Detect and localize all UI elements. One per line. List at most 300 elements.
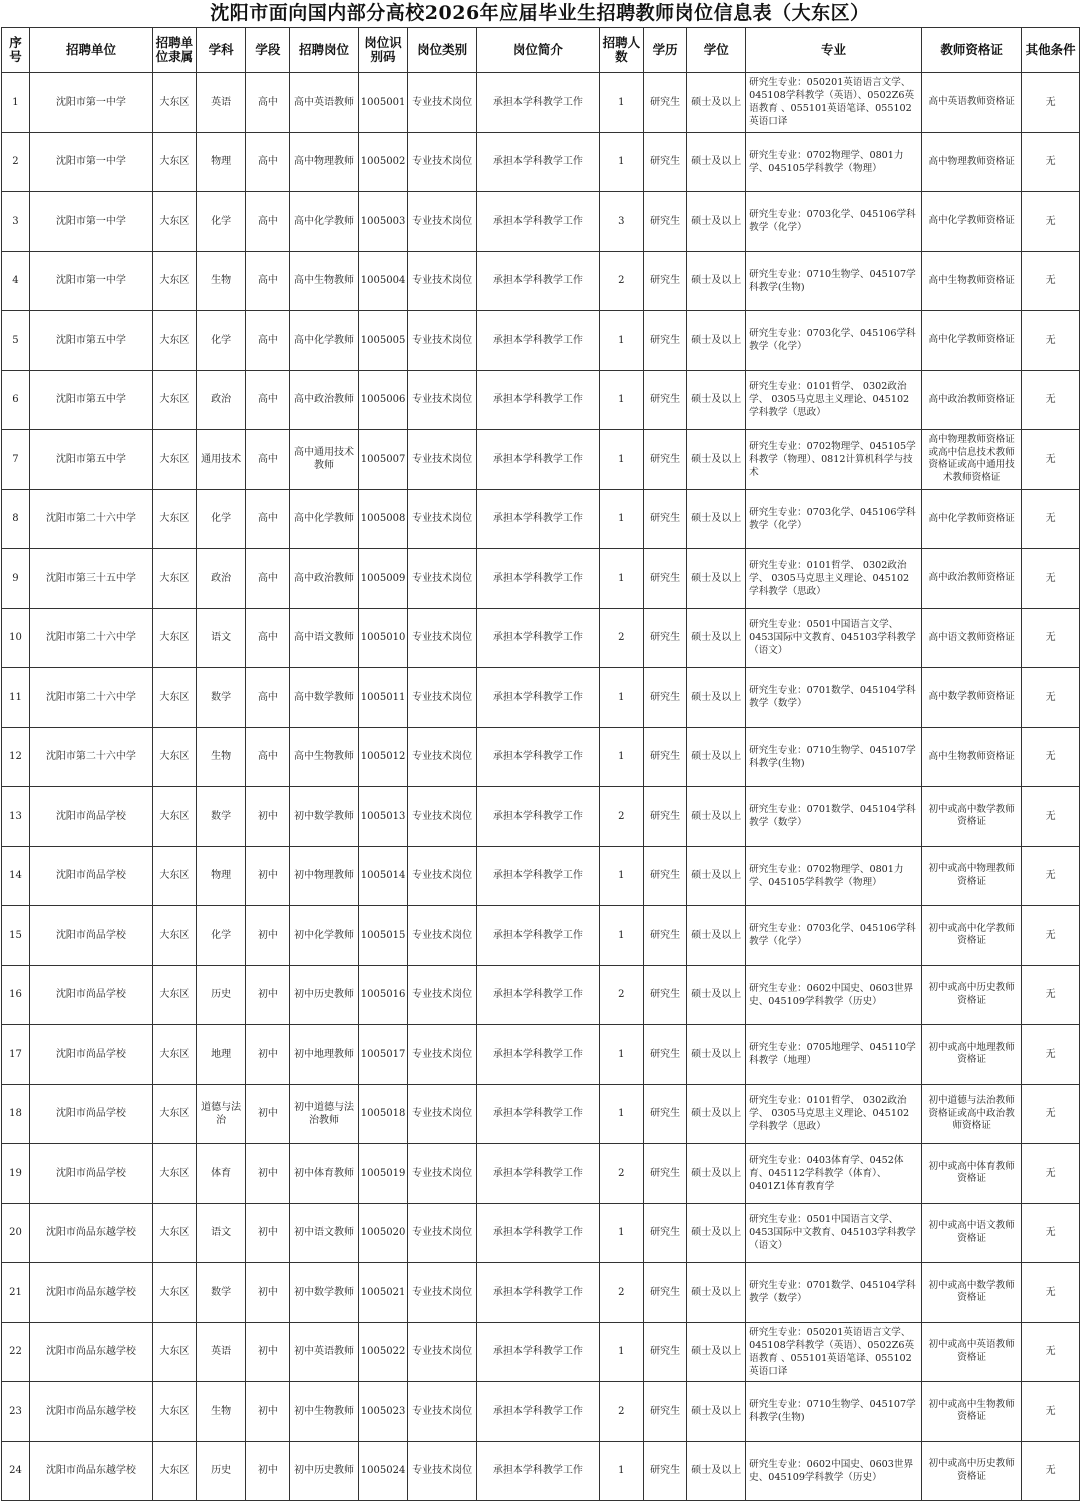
cell-post: 初中体育教师 [290, 1144, 359, 1204]
cell-edu: 研究生 [643, 608, 687, 668]
cell-cert: 初中或高中数学教师资格证 [921, 787, 1021, 847]
header-unit: 招聘单位 [29, 28, 152, 73]
cell-degree: 硕士及以上 [687, 251, 746, 311]
cell-stage: 高中 [246, 430, 290, 490]
cell-count: 1 [599, 311, 643, 371]
cell-code: 1005007 [358, 430, 408, 490]
table-body [2, 73, 1080, 1501]
header-category: 岗位类别 [408, 28, 477, 73]
table-row [2, 1084, 1080, 1144]
cell-stage: 初中 [246, 787, 290, 847]
cell-count: 1 [599, 1441, 643, 1501]
cell-cert: 高中生物教师资格证 [921, 727, 1021, 787]
cell-edu: 研究生 [643, 489, 687, 549]
cell-other: 无 [1022, 1203, 1080, 1263]
cell-stage: 初中 [246, 1144, 290, 1204]
cell-category: 专业技术岗位 [408, 192, 477, 252]
cell-subject: 语文 [196, 608, 246, 668]
cell-dept: 大东区 [152, 1025, 196, 1085]
cell-category: 专业技术岗位 [408, 668, 477, 728]
cell-subject: 体育 [196, 1144, 246, 1204]
cell-subject: 语文 [196, 1203, 246, 1263]
cell-unit: 沈阳市尚品学校 [29, 1144, 152, 1204]
cell-count: 1 [599, 846, 643, 906]
cell-degree: 硕士及以上 [687, 132, 746, 192]
cell-degree: 硕士及以上 [687, 965, 746, 1025]
cell-code: 1005015 [358, 906, 408, 966]
cell-cert: 高中英语教师资格证 [921, 73, 1021, 133]
cell-dept: 大东区 [152, 311, 196, 371]
cell-degree: 硕士及以上 [687, 608, 746, 668]
cell-dept: 大东区 [152, 1322, 196, 1382]
table-row [2, 846, 1080, 906]
cell-unit: 沈阳市第一中学 [29, 192, 152, 252]
cell-category: 专业技术岗位 [408, 1263, 477, 1323]
cell-degree: 硕士及以上 [687, 1441, 746, 1501]
cell-no: 14 [2, 846, 30, 906]
cell-post: 高中英语教师 [290, 73, 359, 133]
cell-subject: 数学 [196, 1263, 246, 1323]
cell-subject: 道德与法治 [196, 1084, 246, 1144]
table-row [2, 1203, 1080, 1263]
cell-category: 专业技术岗位 [408, 965, 477, 1025]
cell-cert: 初中或高中体育教师资格证 [921, 1144, 1021, 1204]
cell-code: 1005024 [358, 1441, 408, 1501]
header-post: 招聘岗位 [290, 28, 359, 73]
cell-stage: 初中 [246, 1025, 290, 1085]
cell-subject: 地理 [196, 1025, 246, 1085]
cell-intro: 承担本学科教学工作 [476, 1263, 599, 1323]
cell-degree: 硕士及以上 [687, 1322, 746, 1382]
cell-no: 18 [2, 1084, 30, 1144]
cell-no: 4 [2, 251, 30, 311]
cell-subject: 英语 [196, 73, 246, 133]
cell-unit: 沈阳市第二十六中学 [29, 727, 152, 787]
cell-post: 高中数学教师 [290, 668, 359, 728]
table-row [2, 1322, 1080, 1382]
cell-stage: 初中 [246, 1322, 290, 1382]
cell-stage: 高中 [246, 251, 290, 311]
cell-other: 无 [1022, 1025, 1080, 1085]
header-count: 招聘人数 [599, 28, 643, 73]
table-row [2, 1144, 1080, 1204]
cell-category: 专业技术岗位 [408, 132, 477, 192]
cell-edu: 研究生 [643, 251, 687, 311]
cell-stage: 高中 [246, 727, 290, 787]
cell-edu: 研究生 [643, 311, 687, 371]
cell-dept: 大东区 [152, 965, 196, 1025]
cell-cert: 高中物理教师资格证或高中信息技术教师资格证或高中通用技术教师资格证 [921, 430, 1021, 490]
cell-intro: 承担本学科教学工作 [476, 1441, 599, 1501]
cell-code: 1005019 [358, 1144, 408, 1204]
cell-dept: 大东区 [152, 1263, 196, 1323]
cell-code: 1005002 [358, 132, 408, 192]
cell-other: 无 [1022, 846, 1080, 906]
page-title: 沈阳市面向国内部分高校2026年应届毕业生招聘教师岗位信息表（大东区） [210, 2, 870, 24]
cell-major: 研究生专业：0710生物学、045107学科教学(生物) [746, 727, 922, 787]
cell-major: 研究生专业：050201英语语言文学、045108学科教学（英语）、0502Z6英语教育 、055101英语笔译、055102英语口译 [746, 1322, 922, 1382]
table-row [2, 311, 1080, 371]
cell-dept: 大东区 [152, 370, 196, 430]
cell-degree: 硕士及以上 [687, 1203, 746, 1263]
cell-code: 1005006 [358, 370, 408, 430]
cell-subject: 物理 [196, 132, 246, 192]
cell-count: 1 [599, 549, 643, 609]
cell-no: 10 [2, 608, 30, 668]
cell-no: 9 [2, 549, 30, 609]
cell-major: 研究生专业：0703化学、045106学科教学（化学） [746, 192, 922, 252]
cell-major: 研究生专业：050201英语语言文学、045108学科教学（英语）、0502Z6英语教育 、055101英语笔译、055102英语口译 [746, 73, 922, 133]
cell-stage: 初中 [246, 906, 290, 966]
cell-count: 1 [599, 1322, 643, 1382]
cell-other: 无 [1022, 1441, 1080, 1501]
cell-code: 1005013 [358, 787, 408, 847]
cell-edu: 研究生 [643, 846, 687, 906]
cell-count: 3 [599, 192, 643, 252]
cell-post: 初中地理教师 [290, 1025, 359, 1085]
cell-major: 研究生专业：0701数学、045104学科教学（数学） [746, 787, 922, 847]
cell-cert: 初中或高中物理教师资格证 [921, 846, 1021, 906]
cell-count: 2 [599, 251, 643, 311]
cell-count: 1 [599, 1084, 643, 1144]
cell-category: 专业技术岗位 [408, 1441, 477, 1501]
cell-unit: 沈阳市尚品学校 [29, 965, 152, 1025]
cell-category: 专业技术岗位 [408, 1382, 477, 1442]
table-row [2, 608, 1080, 668]
cell-degree: 硕士及以上 [687, 1382, 746, 1442]
cell-other: 无 [1022, 370, 1080, 430]
cell-other: 无 [1022, 132, 1080, 192]
cell-no: 24 [2, 1441, 30, 1501]
cell-category: 专业技术岗位 [408, 1144, 477, 1204]
cell-major: 研究生专业：0101哲学、 0302政治学、 0305马克思主义理论、045102学科教学（思政） [746, 1084, 922, 1144]
cell-dept: 大东区 [152, 846, 196, 906]
cell-count: 1 [599, 668, 643, 728]
cell-other: 无 [1022, 549, 1080, 609]
cell-intro: 承担本学科教学工作 [476, 549, 599, 609]
cell-edu: 研究生 [643, 430, 687, 490]
cell-major: 研究生专业：0705地理学、045110学科教学（地理） [746, 1025, 922, 1085]
cell-subject: 化学 [196, 192, 246, 252]
cell-dept: 大东区 [152, 549, 196, 609]
cell-degree: 硕士及以上 [687, 1025, 746, 1085]
header-other: 其他条件 [1022, 28, 1080, 73]
table-row [2, 906, 1080, 966]
cell-subject: 物理 [196, 846, 246, 906]
header-subject: 学科 [196, 28, 246, 73]
cell-category: 专业技术岗位 [408, 549, 477, 609]
cell-unit: 沈阳市第五中学 [29, 370, 152, 430]
cell-unit: 沈阳市第一中学 [29, 132, 152, 192]
cell-category: 专业技术岗位 [408, 1084, 477, 1144]
cell-post: 初中生物教师 [290, 1382, 359, 1442]
header-intro: 岗位简介 [476, 28, 599, 73]
cell-cert: 高中化学教师资格证 [921, 489, 1021, 549]
cell-category: 专业技术岗位 [408, 73, 477, 133]
cell-other: 无 [1022, 1144, 1080, 1204]
cell-other: 无 [1022, 251, 1080, 311]
cell-code: 1005001 [358, 73, 408, 133]
cell-unit: 沈阳市第二十六中学 [29, 608, 152, 668]
cell-post: 高中化学教师 [290, 192, 359, 252]
cell-unit: 沈阳市尚品学校 [29, 787, 152, 847]
header-code: 岗位识别码 [358, 28, 408, 73]
cell-major: 研究生专业：0702物理学、0801力学、045105学科教学（物理） [746, 846, 922, 906]
cell-post: 高中化学教师 [290, 489, 359, 549]
cell-major: 研究生专业：0710生物学、045107学科教学(生物) [746, 251, 922, 311]
cell-dept: 大东区 [152, 608, 196, 668]
cell-unit: 沈阳市第二十六中学 [29, 668, 152, 728]
cell-dept: 大东区 [152, 73, 196, 133]
cell-cert: 高中化学教师资格证 [921, 311, 1021, 371]
cell-intro: 承担本学科教学工作 [476, 370, 599, 430]
cell-intro: 承担本学科教学工作 [476, 73, 599, 133]
header-stage: 学段 [246, 28, 290, 73]
cell-code: 1005022 [358, 1322, 408, 1382]
cell-major: 研究生专业：0602中国史、0603世界史、045109学科教学（历史） [746, 965, 922, 1025]
header-major: 专业 [746, 28, 922, 73]
cell-code: 1005016 [358, 965, 408, 1025]
cell-degree: 硕士及以上 [687, 727, 746, 787]
cell-stage: 初中 [246, 965, 290, 1025]
cell-category: 专业技术岗位 [408, 727, 477, 787]
cell-edu: 研究生 [643, 192, 687, 252]
cell-cert: 初中或高中语文教师资格证 [921, 1203, 1021, 1263]
cell-intro: 承担本学科教学工作 [476, 727, 599, 787]
cell-unit: 沈阳市第二十六中学 [29, 489, 152, 549]
cell-intro: 承担本学科教学工作 [476, 489, 599, 549]
cell-stage: 初中 [246, 846, 290, 906]
cell-code: 1005018 [358, 1084, 408, 1144]
cell-subject: 通用技术 [196, 430, 246, 490]
cell-category: 专业技术岗位 [408, 489, 477, 549]
cell-degree: 硕士及以上 [687, 1144, 746, 1204]
cell-code: 1005008 [358, 489, 408, 549]
cell-unit: 沈阳市第一中学 [29, 73, 152, 133]
cell-post: 高中化学教师 [290, 311, 359, 371]
cell-count: 2 [599, 1382, 643, 1442]
cell-code: 1005003 [358, 192, 408, 252]
cell-subject: 政治 [196, 370, 246, 430]
cell-cert: 初中或高中化学教师资格证 [921, 906, 1021, 966]
cell-post: 高中政治教师 [290, 549, 359, 609]
cell-degree: 硕士及以上 [687, 73, 746, 133]
cell-count: 1 [599, 1203, 643, 1263]
cell-intro: 承担本学科教学工作 [476, 1203, 599, 1263]
cell-dept: 大东区 [152, 489, 196, 549]
cell-subject: 数学 [196, 668, 246, 728]
cell-category: 专业技术岗位 [408, 787, 477, 847]
table-row [2, 192, 1080, 252]
cell-dept: 大东区 [152, 727, 196, 787]
cell-dept: 大东区 [152, 787, 196, 847]
cell-edu: 研究生 [643, 549, 687, 609]
cell-no: 8 [2, 489, 30, 549]
cell-count: 2 [599, 965, 643, 1025]
cell-edu: 研究生 [643, 1203, 687, 1263]
cell-category: 专业技术岗位 [408, 1203, 477, 1263]
cell-edu: 研究生 [643, 73, 687, 133]
cell-no: 6 [2, 370, 30, 430]
cell-intro: 承担本学科教学工作 [476, 1084, 599, 1144]
cell-other: 无 [1022, 608, 1080, 668]
cell-code: 1005017 [358, 1025, 408, 1085]
cell-major: 研究生专业：0702物理学、045105学科教学（物理）、0812计算机科学与技术 [746, 430, 922, 490]
table-header-row [2, 28, 1080, 73]
cell-no: 16 [2, 965, 30, 1025]
cell-unit: 沈阳市尚品学校 [29, 846, 152, 906]
cell-subject: 生物 [196, 251, 246, 311]
cell-intro: 承担本学科教学工作 [476, 311, 599, 371]
cell-post: 高中生物教师 [290, 727, 359, 787]
cell-post: 初中道德与法治教师 [290, 1084, 359, 1144]
header-degree: 学位 [687, 28, 746, 73]
cell-unit: 沈阳市尚品学校 [29, 1025, 152, 1085]
cell-edu: 研究生 [643, 668, 687, 728]
cell-intro: 承担本学科教学工作 [476, 846, 599, 906]
cell-category: 专业技术岗位 [408, 906, 477, 966]
cell-intro: 承担本学科教学工作 [476, 132, 599, 192]
cell-count: 2 [599, 1144, 643, 1204]
cell-category: 专业技术岗位 [408, 370, 477, 430]
cell-count: 1 [599, 132, 643, 192]
cell-dept: 大东区 [152, 132, 196, 192]
cell-edu: 研究生 [643, 906, 687, 966]
cell-stage: 高中 [246, 311, 290, 371]
cell-post: 高中物理教师 [290, 132, 359, 192]
table-row [2, 73, 1080, 133]
cell-dept: 大东区 [152, 251, 196, 311]
cell-intro: 承担本学科教学工作 [476, 1322, 599, 1382]
cell-no: 7 [2, 430, 30, 490]
cell-degree: 硕士及以上 [687, 1084, 746, 1144]
table-row [2, 1263, 1080, 1323]
cell-no: 3 [2, 192, 30, 252]
cell-major: 研究生专业：0101哲学、 0302政治学、 0305马克思主义理论、045102学科教学（思政） [746, 370, 922, 430]
cell-intro: 承担本学科教学工作 [476, 1382, 599, 1442]
cell-code: 1005023 [358, 1382, 408, 1442]
table-row [2, 549, 1080, 609]
cell-degree: 硕士及以上 [687, 489, 746, 549]
header-cert: 教师资格证 [921, 28, 1021, 73]
cell-intro: 承担本学科教学工作 [476, 251, 599, 311]
table-row [2, 727, 1080, 787]
cell-unit: 沈阳市第五中学 [29, 430, 152, 490]
cell-degree: 硕士及以上 [687, 311, 746, 371]
cell-cert: 高中生物教师资格证 [921, 251, 1021, 311]
cell-intro: 承担本学科教学工作 [476, 906, 599, 966]
cell-stage: 高中 [246, 549, 290, 609]
cell-post: 高中语文教师 [290, 608, 359, 668]
cell-category: 专业技术岗位 [408, 251, 477, 311]
cell-code: 1005011 [358, 668, 408, 728]
cell-edu: 研究生 [643, 787, 687, 847]
table-row [2, 251, 1080, 311]
cell-cert: 初中或高中英语教师资格证 [921, 1322, 1021, 1382]
cell-post: 高中通用技术教师 [290, 430, 359, 490]
cell-count: 2 [599, 787, 643, 847]
cell-dept: 大东区 [152, 192, 196, 252]
cell-cert: 初中或高中生物教师资格证 [921, 1382, 1021, 1442]
cell-intro: 承担本学科教学工作 [476, 668, 599, 728]
cell-no: 20 [2, 1203, 30, 1263]
cell-stage: 高中 [246, 668, 290, 728]
cell-major: 研究生专业：0710生物学、045107学科教学(生物) [746, 1382, 922, 1442]
cell-post: 初中物理教师 [290, 846, 359, 906]
cell-code: 1005009 [358, 549, 408, 609]
cell-category: 专业技术岗位 [408, 1025, 477, 1085]
cell-stage: 高中 [246, 192, 290, 252]
cell-category: 专业技术岗位 [408, 1322, 477, 1382]
cell-degree: 硕士及以上 [687, 370, 746, 430]
cell-intro: 承担本学科教学工作 [476, 1025, 599, 1085]
cell-stage: 高中 [246, 489, 290, 549]
cell-cert: 初中或高中地理教师资格证 [921, 1025, 1021, 1085]
cell-other: 无 [1022, 489, 1080, 549]
cell-other: 无 [1022, 311, 1080, 371]
cell-unit: 沈阳市尚品东越学校 [29, 1203, 152, 1263]
cell-other: 无 [1022, 965, 1080, 1025]
cell-subject: 英语 [196, 1322, 246, 1382]
cell-intro: 承担本学科教学工作 [476, 192, 599, 252]
cell-no: 2 [2, 132, 30, 192]
cell-count: 1 [599, 906, 643, 966]
cell-major: 研究生专业：0701数学、045104学科教学（数学） [746, 668, 922, 728]
cell-stage: 初中 [246, 1203, 290, 1263]
cell-count: 1 [599, 727, 643, 787]
cell-no: 1 [2, 73, 30, 133]
cell-degree: 硕士及以上 [687, 549, 746, 609]
recruitment-table [1, 27, 1080, 1501]
cell-no: 19 [2, 1144, 30, 1204]
cell-post: 高中生物教师 [290, 251, 359, 311]
cell-other: 无 [1022, 73, 1080, 133]
cell-count: 2 [599, 1263, 643, 1323]
cell-degree: 硕士及以上 [687, 906, 746, 966]
cell-post: 初中历史教师 [290, 1441, 359, 1501]
cell-major: 研究生专业：0702物理学、0801力学、045105学科教学（物理） [746, 132, 922, 192]
cell-post: 初中英语教师 [290, 1322, 359, 1382]
cell-other: 无 [1022, 727, 1080, 787]
cell-no: 5 [2, 311, 30, 371]
cell-subject: 化学 [196, 489, 246, 549]
cell-stage: 初中 [246, 1263, 290, 1323]
cell-dept: 大东区 [152, 906, 196, 966]
cell-dept: 大东区 [152, 1382, 196, 1442]
cell-major: 研究生专业：0703化学、045106学科教学（化学） [746, 311, 922, 371]
cell-unit: 沈阳市尚品东越学校 [29, 1382, 152, 1442]
cell-stage: 初中 [246, 1382, 290, 1442]
cell-no: 22 [2, 1322, 30, 1382]
table-row [2, 1441, 1080, 1501]
cell-major: 研究生专业：0703化学、045106学科教学（化学） [746, 489, 922, 549]
cell-edu: 研究生 [643, 1441, 687, 1501]
cell-subject: 生物 [196, 727, 246, 787]
cell-dept: 大东区 [152, 668, 196, 728]
cell-post: 初中语文教师 [290, 1203, 359, 1263]
cell-dept: 大东区 [152, 1144, 196, 1204]
cell-code: 1005010 [358, 608, 408, 668]
table-row [2, 1025, 1080, 1085]
cell-other: 无 [1022, 192, 1080, 252]
cell-subject: 化学 [196, 906, 246, 966]
cell-intro: 承担本学科教学工作 [476, 965, 599, 1025]
table-row [2, 489, 1080, 549]
cell-stage: 高中 [246, 132, 290, 192]
cell-edu: 研究生 [643, 370, 687, 430]
cell-no: 17 [2, 1025, 30, 1085]
cell-degree: 硕士及以上 [687, 846, 746, 906]
